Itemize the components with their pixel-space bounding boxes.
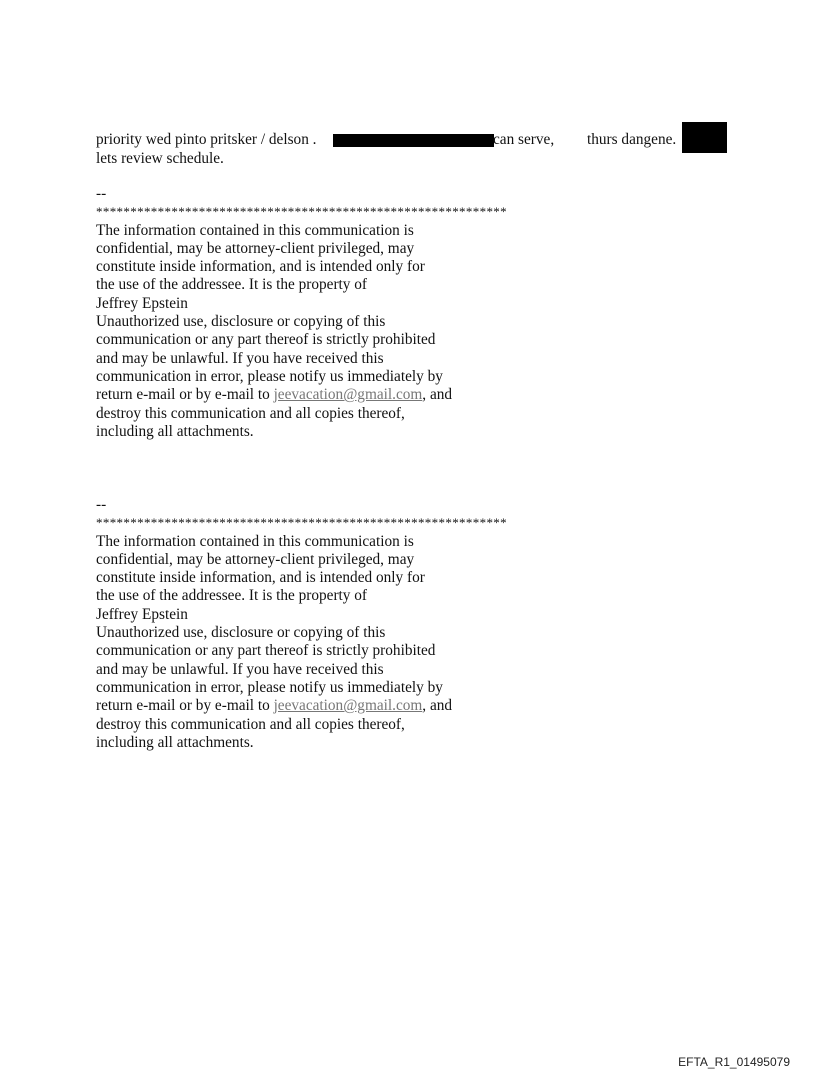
disclaimer-line: including all attachments. bbox=[96, 733, 254, 751]
disclaimer-email-line bbox=[96, 386, 507, 404]
disclaimer-line: communication in error, please notify us immediately by bbox=[96, 367, 443, 385]
disclaimer-line: constitute inside information, and is intended only for bbox=[96, 569, 425, 587]
document-id-footer: EFTA_R1_01495079 bbox=[678, 1055, 790, 1069]
disclaimer-line: the use of the addressee. It is the property of bbox=[96, 276, 368, 294]
disclaimer-email-line bbox=[96, 697, 507, 715]
email-prefix: return e-mail or by e-mail to bbox=[96, 697, 274, 715]
disclaimer-line: The information contained in this communication is bbox=[96, 221, 414, 239]
email-suffix: , and bbox=[422, 697, 453, 715]
disclaimer-line: Unauthorized use, disclosure or copying of this bbox=[96, 313, 386, 331]
signature-separator: -- bbox=[96, 185, 107, 202]
disclaimer-line: including all attachments. bbox=[96, 422, 254, 440]
redaction-bar bbox=[333, 134, 494, 147]
disclaimer-block-2 bbox=[96, 496, 507, 752]
disclaimer-line: communication or any part thereof is strictly prohibited bbox=[96, 331, 436, 349]
disclaimer-line: the use of the addressee. It is the property of bbox=[96, 587, 368, 605]
message-line-2: lets review schedule. bbox=[96, 150, 224, 167]
disclaimer-line: destroy this communication and all copies thereof, bbox=[96, 715, 405, 733]
disclaimer-line: Unauthorized use, disclosure or copying of this bbox=[96, 624, 386, 642]
disclaimer-line: destroy this communication and all copies thereof, bbox=[96, 404, 405, 422]
email-link[interactable]: jeevacation@gmail.com bbox=[273, 697, 423, 715]
email-prefix: return e-mail or by e-mail to bbox=[96, 386, 274, 404]
disclaimer-line: confidential, may be attorney-client privileged, may bbox=[96, 239, 415, 257]
disclaimer-block-1 bbox=[96, 185, 507, 441]
stars-divider: ************************************************************ bbox=[96, 515, 507, 531]
message-text-part-3: thurs dangene. bbox=[587, 131, 677, 148]
signature-separator: -- bbox=[96, 496, 107, 513]
disclaimer-line: communication or any part thereof is strictly prohibited bbox=[96, 642, 436, 660]
disclaimer-line: and may be unlawful. If you have received this bbox=[96, 660, 384, 678]
disclaimer-line: Jeffrey Epstein bbox=[96, 294, 188, 312]
disclaimer-line: Jeffrey Epstein bbox=[96, 605, 188, 623]
message-line-1 bbox=[96, 131, 736, 151]
message-text-part-2: can serve, bbox=[493, 131, 555, 148]
disclaimer-line: The information contained in this communication is bbox=[96, 532, 414, 550]
stars-divider: ************************************************************ bbox=[96, 204, 507, 220]
disclaimer-line: constitute inside information, and is intended only for bbox=[96, 258, 425, 276]
disclaimer-line: confidential, may be attorney-client privileged, may bbox=[96, 550, 415, 568]
disclaimer-line: communication in error, please notify us immediately by bbox=[96, 678, 443, 696]
disclaimer-line: and may be unlawful. If you have received this bbox=[96, 349, 384, 367]
message-text-part-1: priority wed pinto pritsker / delson . bbox=[96, 131, 317, 148]
redaction-box bbox=[682, 122, 727, 153]
email-suffix: , and bbox=[422, 386, 453, 404]
email-link[interactable]: jeevacation@gmail.com bbox=[273, 386, 423, 404]
